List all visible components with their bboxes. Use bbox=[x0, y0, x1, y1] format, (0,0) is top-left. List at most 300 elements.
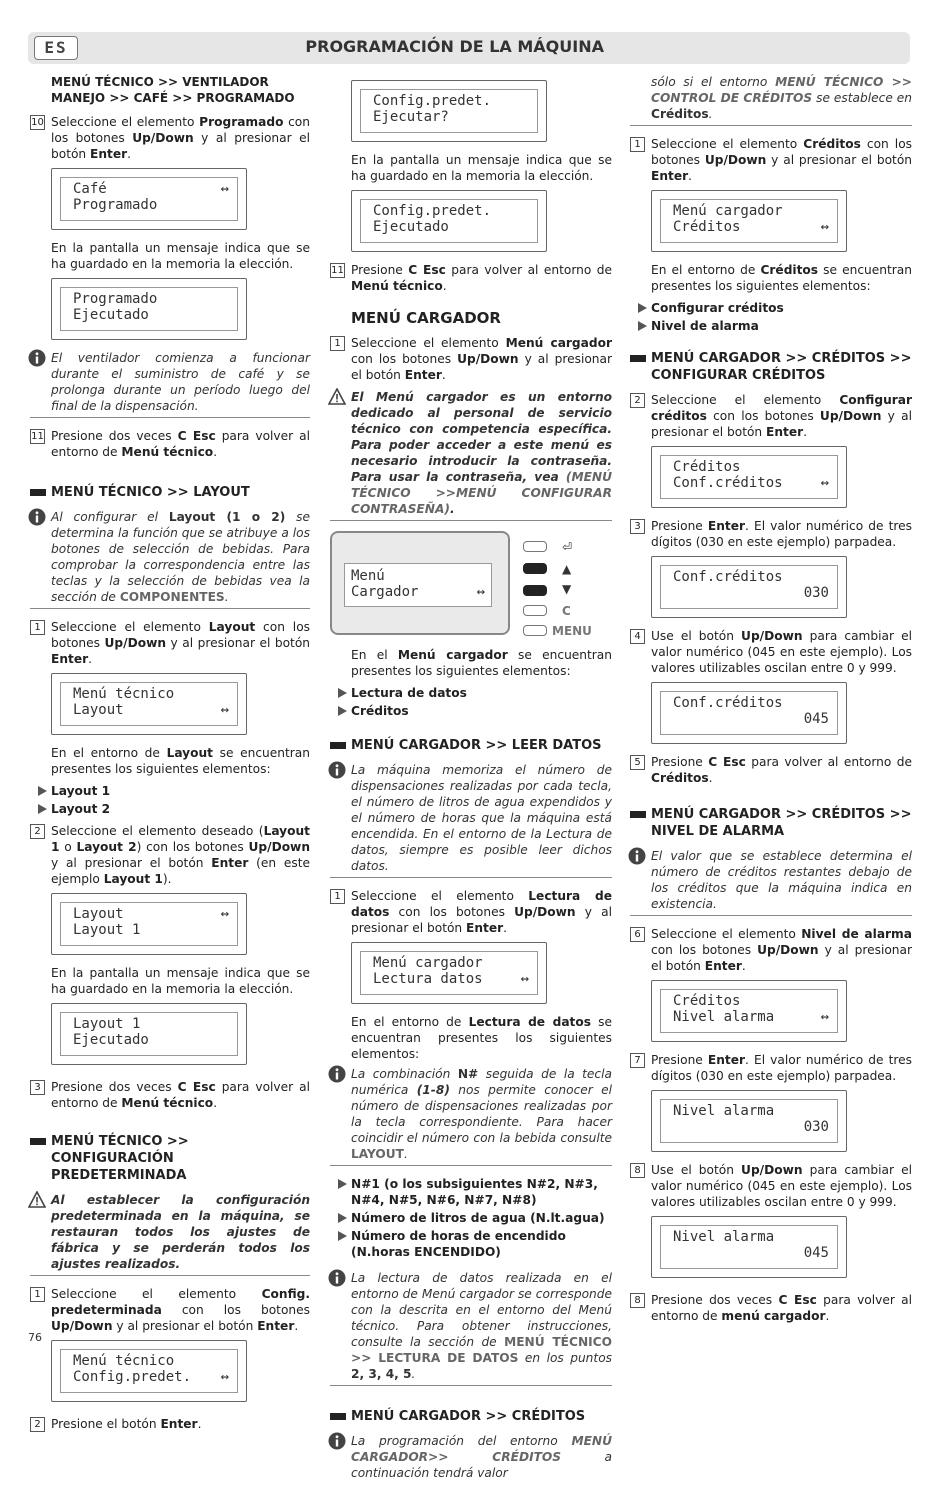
text: . bbox=[197, 1417, 202, 1431]
text: . bbox=[127, 147, 132, 161]
lcd-line-1: Programado bbox=[73, 291, 158, 307]
text: con los botones bbox=[651, 137, 912, 167]
text: Créditos bbox=[760, 263, 819, 277]
text: Presione bbox=[651, 519, 708, 533]
step-number: 11 bbox=[31, 431, 44, 442]
text: . bbox=[442, 279, 447, 293]
lcd-display bbox=[51, 278, 247, 340]
text: Seleccione el elemento bbox=[651, 927, 802, 941]
text: Up/Down bbox=[51, 1319, 113, 1333]
lcd-line-1: Nivel alarma bbox=[673, 1229, 775, 1245]
text: Seleccione el elemento bbox=[351, 336, 506, 350]
step-number: 3 bbox=[30, 1080, 45, 1095]
paragraph: En la pantalla un mensaje indica que se ha guardado en la memoria la elección. bbox=[351, 153, 612, 183]
step-number: 2 bbox=[30, 824, 45, 839]
lcd-line-1: Conf.créditos bbox=[673, 695, 783, 711]
lcd-line-1: Créditos bbox=[673, 993, 741, 1009]
text: Al configurar el bbox=[51, 510, 169, 524]
warning-icon bbox=[28, 1191, 46, 1208]
column-1 bbox=[30, 74, 310, 1438]
lcd-line-2: Ejecutado bbox=[73, 1032, 149, 1048]
info-note bbox=[330, 1270, 612, 1386]
arrows-icon: ↔ bbox=[520, 971, 529, 987]
text: Up/Down bbox=[514, 905, 576, 919]
text: C Esc bbox=[177, 429, 216, 443]
lcd-display bbox=[351, 80, 547, 142]
text: Enter bbox=[466, 921, 504, 935]
info-icon bbox=[28, 508, 46, 526]
section-heading-nivel: MENÚ CARGADOR >> CRÉDITOS >> NIVEL DE ALARMA bbox=[630, 806, 912, 840]
text: Menú cargador bbox=[505, 336, 612, 350]
text: y al presionar el botón bbox=[112, 1319, 258, 1333]
lcd-line-1: Config.predet. bbox=[373, 203, 492, 219]
text: Presione bbox=[651, 1053, 708, 1067]
text: Up/Down bbox=[704, 153, 767, 167]
text: se encuentran presentes los siguientes elementos: bbox=[51, 746, 310, 776]
text: Presione dos veces bbox=[651, 1293, 779, 1307]
arrows-icon: ↔ bbox=[820, 219, 829, 235]
text: para volver al entorno de bbox=[51, 429, 311, 459]
paragraph bbox=[651, 262, 912, 294]
text: para volver al entorno de bbox=[651, 1293, 912, 1323]
text: Layout bbox=[208, 620, 256, 634]
step-3 bbox=[630, 518, 912, 550]
step-1 bbox=[630, 136, 912, 184]
text: . bbox=[688, 169, 692, 183]
text: Enter bbox=[211, 856, 249, 870]
lcd-display bbox=[651, 446, 847, 508]
step-1 bbox=[330, 888, 612, 936]
text: Créditos bbox=[803, 137, 861, 151]
text: . bbox=[294, 1319, 299, 1333]
section-heading-leer: MENÚ CARGADOR >> LEER DATOS bbox=[330, 737, 612, 754]
text: en los puntos bbox=[518, 1351, 612, 1365]
text: . bbox=[404, 1147, 408, 1161]
text: . bbox=[88, 652, 92, 666]
info-icon bbox=[328, 1065, 346, 1083]
lcd-display bbox=[351, 190, 547, 252]
column-2 bbox=[330, 80, 612, 1494]
lcd-line-2: Ejecutado bbox=[73, 307, 149, 323]
info-icon bbox=[328, 1269, 346, 1287]
text: Up/Down bbox=[757, 943, 819, 957]
text: . bbox=[708, 771, 713, 785]
section-heading-layout: MENÚ TÉCNICO >> LAYOUT bbox=[30, 484, 310, 501]
lcd-line-1: Layout bbox=[73, 906, 124, 922]
step-number: 1 bbox=[330, 889, 345, 904]
text: . bbox=[708, 107, 713, 121]
arrows-icon: ↔ bbox=[476, 584, 485, 600]
text: C Esc bbox=[177, 1080, 216, 1094]
text: con los botones bbox=[161, 1303, 310, 1317]
enter-icon: ⏎ bbox=[562, 540, 573, 554]
text: Lectura de datos bbox=[351, 889, 612, 919]
text: . bbox=[411, 1367, 416, 1381]
info-note bbox=[330, 762, 612, 878]
step-3 bbox=[30, 1079, 310, 1111]
lcd-line-2: Créditos bbox=[673, 219, 741, 235]
lcd-display bbox=[351, 942, 547, 1004]
text: Up/Down bbox=[132, 131, 194, 145]
lcd-line-2: Programado bbox=[73, 197, 158, 213]
text: Seleccione el elemento bbox=[351, 889, 529, 903]
step-7 bbox=[630, 1052, 912, 1084]
text: Up/Down bbox=[457, 352, 519, 366]
step-number: 10 bbox=[31, 117, 44, 128]
text: Layout 1 bbox=[51, 824, 310, 854]
info-icon bbox=[328, 1432, 346, 1450]
text: Seleccione el elemento deseado ( bbox=[51, 824, 264, 838]
text: Enter bbox=[51, 652, 89, 666]
step-2 bbox=[30, 823, 310, 887]
text: Presione bbox=[351, 263, 409, 277]
warning-note bbox=[330, 389, 612, 521]
step-1 bbox=[30, 1286, 310, 1334]
step-1 bbox=[330, 335, 612, 383]
info-note bbox=[330, 1433, 612, 1484]
step-5 bbox=[630, 754, 912, 786]
text: En el entorno de bbox=[351, 1015, 469, 1029]
text: C Esc bbox=[778, 1293, 817, 1307]
lcd-line-2: Lectura datos bbox=[373, 971, 483, 987]
text: para cambiar el valor numérico (045 en este ejemplo). Los valores utilizables oscilan entre 0 y 999. bbox=[651, 629, 912, 675]
text: o bbox=[59, 840, 77, 854]
text: Layout 1 bbox=[103, 872, 163, 886]
info-icon bbox=[28, 349, 46, 367]
lcd-display bbox=[51, 1003, 247, 1065]
lcd-display bbox=[651, 980, 847, 1042]
menu-label: MENU bbox=[552, 624, 592, 638]
lcd-display bbox=[651, 1216, 847, 1278]
text: Lectura de datos bbox=[468, 1015, 591, 1029]
text: se determina la función que se atribuye a los botones de selección de bebidas. Para comprobar la correspondencia entre las teclas y la selección de bebidas vea la sección de bbox=[51, 510, 311, 604]
text: Presione bbox=[651, 755, 709, 769]
note-text: El ventilador comienza a funcionar durante el suministro de café y se prolonga durante un período luego del final de la dispensación. bbox=[51, 351, 310, 413]
lcd-line-2: Ejecutado bbox=[373, 219, 449, 235]
panel-frame bbox=[330, 531, 510, 635]
text: Seleccione el elemento bbox=[651, 137, 804, 151]
down-button[interactable] bbox=[523, 585, 547, 596]
text: y al presionar el botón bbox=[351, 905, 612, 935]
warning-icon bbox=[328, 388, 346, 405]
lcd-display bbox=[651, 682, 847, 744]
menu-button[interactable] bbox=[523, 625, 547, 636]
lcd-value: 045 bbox=[803, 1245, 829, 1261]
lcd-display bbox=[651, 190, 847, 252]
text: Up/Down bbox=[248, 840, 310, 854]
enter-button[interactable] bbox=[523, 541, 547, 552]
text: Presione dos veces bbox=[51, 1080, 178, 1094]
text: y al presionar el botón bbox=[51, 131, 310, 161]
info-note bbox=[30, 350, 310, 418]
text: Enter bbox=[257, 1319, 295, 1333]
lcd-line-1: Layout 1 bbox=[73, 1016, 141, 1032]
bullet-item: Layout 1 bbox=[30, 783, 310, 799]
step-number: 2 bbox=[30, 1417, 45, 1432]
text: . bbox=[825, 1309, 830, 1323]
text: ). bbox=[162, 872, 172, 886]
text: Menú técnico bbox=[121, 1096, 214, 1110]
note-text: Al establecer la configuración predeterminada en la máquina, se restauran todos los ajustes de fábrica y se perderán todos los ajustes realizados. bbox=[51, 1193, 310, 1271]
text: 2, 3, 4, 5 bbox=[351, 1367, 412, 1381]
text: sólo si el entorno bbox=[651, 75, 776, 89]
lcd-line-1: Conf.créditos bbox=[673, 569, 783, 585]
lcd-display bbox=[51, 893, 247, 955]
text: Seleccione el elemento bbox=[651, 393, 840, 407]
text: Layout bbox=[166, 746, 213, 760]
step-8-final bbox=[630, 1292, 912, 1324]
lcd-line-2: Ejecutar? bbox=[373, 109, 449, 125]
lcd-value: 045 bbox=[803, 711, 829, 727]
text: se establece en bbox=[812, 91, 913, 105]
page-title: PROGRAMACIÓN DE LA MÁQUINA bbox=[305, 37, 604, 56]
text: Use el botón bbox=[651, 629, 742, 643]
section-heading-cargador: MENÚ CARGADOR bbox=[351, 309, 501, 327]
step-number: 1 bbox=[30, 620, 45, 635]
text: se encuentran presentes los siguientes elementos: bbox=[351, 1015, 612, 1061]
lcd-line-1: Menú cargador bbox=[673, 203, 783, 219]
bullet-item: Lectura de datos bbox=[330, 685, 612, 701]
arrows-icon: ↔ bbox=[220, 181, 229, 197]
up-button[interactable] bbox=[523, 563, 547, 574]
text: Seleccione el elemento bbox=[51, 1287, 262, 1301]
text: . bbox=[441, 368, 446, 382]
text: . El valor numérico de tres dígitos (030 en este ejemplo) parpadea. bbox=[651, 1053, 913, 1083]
arrows-icon: ↔ bbox=[220, 906, 229, 922]
step-number: 1 bbox=[630, 137, 645, 152]
text: Enter bbox=[766, 425, 804, 439]
lcd-display bbox=[51, 1340, 247, 1402]
text: Enter bbox=[704, 959, 742, 973]
text: y al presionar el botón bbox=[766, 153, 912, 167]
arrows-icon: ↔ bbox=[820, 1009, 829, 1025]
lcd-line-1: Menú técnico bbox=[73, 1353, 175, 1369]
lcd-line-1: Menú técnico bbox=[73, 686, 175, 702]
text: se encuentran presentes los siguientes elementos: bbox=[351, 648, 613, 678]
arrows-icon: ↔ bbox=[220, 702, 229, 718]
text: y al presionar el botón bbox=[351, 352, 613, 382]
step-1 bbox=[30, 619, 310, 667]
text: La combinación bbox=[351, 1067, 458, 1081]
text: Programado bbox=[199, 115, 284, 129]
text: . El valor numérico de tres dígitos (030 en este ejemplo) parpadea. bbox=[651, 519, 913, 549]
text: COMPONENTES bbox=[119, 590, 225, 604]
step-11 bbox=[30, 428, 310, 460]
bullet-item: Layout 2 bbox=[30, 801, 310, 817]
info-note bbox=[330, 1066, 612, 1166]
lcd-line-2: Layout bbox=[73, 702, 124, 718]
text: Use el botón bbox=[651, 1163, 742, 1177]
step-number: 1 bbox=[330, 336, 345, 351]
step-11 bbox=[330, 262, 612, 294]
text: Seleccione el elemento bbox=[51, 115, 200, 129]
text: Enter bbox=[90, 147, 128, 161]
lcd-value: 030 bbox=[803, 585, 829, 601]
step-number: 7 bbox=[630, 1053, 645, 1068]
text: . bbox=[741, 959, 746, 973]
text: En el entorno de bbox=[51, 746, 167, 760]
lcd-display bbox=[651, 556, 847, 618]
text: Up/Down bbox=[819, 409, 882, 423]
text: La programación del entorno bbox=[351, 1434, 572, 1448]
lcd-line-2: Nivel alarma bbox=[673, 1009, 775, 1025]
panel-display bbox=[344, 563, 492, 607]
text: Up/Down bbox=[741, 629, 803, 643]
paragraph: En la pantalla un mensaje indica que se ha guardado en la memoria la elección. bbox=[51, 241, 310, 271]
text: N# bbox=[457, 1067, 479, 1081]
text: Menú técnico bbox=[351, 279, 443, 293]
text: Enter bbox=[404, 368, 442, 382]
text: . bbox=[449, 502, 455, 516]
bullet-item: Nivel de alarma bbox=[630, 318, 912, 334]
text: MENÚ TÉCNICO >> LECTURA DE DATOS bbox=[351, 1335, 612, 1365]
text: Up/Down bbox=[104, 636, 167, 650]
step-number: 2 bbox=[630, 393, 645, 408]
text: Enter bbox=[707, 519, 746, 533]
text: Presione el botón bbox=[51, 1417, 161, 1431]
text: para volver al entorno de bbox=[51, 1080, 311, 1110]
text: Configurar créditos bbox=[651, 393, 912, 423]
bullet-item: Créditos bbox=[330, 703, 612, 719]
step-6 bbox=[630, 926, 912, 974]
text: Layout (1 o 2) bbox=[168, 510, 286, 524]
lcd-line-2: Conf.créditos bbox=[673, 475, 783, 491]
text: MENÚ CARGADOR>> CRÉDITOS bbox=[351, 1434, 612, 1464]
text: para cambiar el valor numérico (045 en este ejemplo). Los valores utilizables oscilan entre 0 y 999. bbox=[651, 1163, 912, 1209]
c-label: C bbox=[562, 604, 571, 618]
section-heading-config: MENÚ TÉCNICO >> CONFIGURACIÓN PREDETERMINADA bbox=[30, 1133, 310, 1184]
text: Créditos bbox=[651, 771, 709, 785]
lcd-display bbox=[51, 673, 247, 735]
info-note-continued bbox=[630, 74, 912, 126]
text: Menú técnico bbox=[121, 445, 214, 459]
page-number: 76 bbox=[28, 1331, 42, 1344]
text: (MENÚ TÉCNICO >>MENÚ CONFIGURAR CONTRASEÑA) bbox=[351, 470, 612, 516]
text: Menú cargador bbox=[397, 648, 508, 662]
down-arrow-icon: ▼ bbox=[562, 582, 572, 596]
language-badge: ES bbox=[34, 36, 78, 60]
step-2 bbox=[630, 392, 912, 440]
lcd-value: 030 bbox=[803, 1119, 829, 1135]
text: seguida de la tecla numérica bbox=[351, 1067, 612, 1097]
text: Enter bbox=[160, 1417, 198, 1431]
text: Nivel de alarma bbox=[801, 927, 912, 941]
step-number: 8 bbox=[630, 1293, 645, 1308]
text: (en este ejemplo bbox=[51, 856, 310, 886]
text: . bbox=[213, 1096, 218, 1110]
step-number: 3 bbox=[630, 519, 645, 534]
text: LAYOUT bbox=[351, 1147, 404, 1161]
up-arrow-icon: ▲ bbox=[562, 562, 572, 576]
paragraph bbox=[351, 1014, 612, 1062]
text: y al presionar el botón bbox=[51, 856, 212, 870]
note-text: La máquina memoriza el número de dispensaciones realizadas por cada tecla, el número de litros de agua expendidos y el número de horas que la máquina está encendida. En el entorno de la Lectura de datos, siempre es posible leer dichos datos. bbox=[351, 763, 612, 873]
bullet-item: N#1 (o los subsiguientes N#2, N#3, N#4, N#5, N#6, N#7, N#8) bbox=[330, 1176, 612, 1208]
text: menú cargador bbox=[721, 1309, 826, 1323]
step-10 bbox=[30, 114, 310, 162]
paragraph bbox=[351, 647, 612, 679]
step-number: 11 bbox=[331, 265, 344, 276]
arrows-icon: ↔ bbox=[820, 475, 829, 491]
text: Enter bbox=[651, 169, 689, 183]
lcd-display bbox=[51, 168, 247, 230]
section-heading-configurar: MENÚ CARGADOR >> CRÉDITOS >> CONFIGURAR CRÉDITOS bbox=[630, 350, 912, 384]
text: Up/Down bbox=[741, 1163, 803, 1177]
step-8 bbox=[630, 1162, 912, 1210]
lcd-line-1: Créditos bbox=[673, 459, 741, 475]
text: MENÚ TÉCNICO >> CONTROL DE CRÉDITOS bbox=[651, 75, 912, 105]
c-esc-button[interactable] bbox=[523, 605, 547, 616]
lcd-line-1: Config.predet. bbox=[373, 93, 492, 109]
warning-note bbox=[30, 1192, 310, 1276]
text: Layout 2 bbox=[76, 840, 137, 854]
text: a continuación tendrá valor bbox=[351, 1450, 613, 1480]
text: y al presionar el botón bbox=[651, 409, 912, 439]
text: Enter bbox=[707, 1053, 746, 1067]
text: (1-8) bbox=[416, 1083, 450, 1097]
text: y al presionar el botón bbox=[651, 943, 913, 973]
page-header bbox=[28, 32, 910, 64]
step-4 bbox=[630, 628, 912, 676]
step-number: 4 bbox=[630, 629, 645, 644]
paragraph: En la pantalla un mensaje indica que se ha guardado en la memoria la elección. bbox=[51, 966, 310, 996]
lcd-line-2: Cargador bbox=[351, 584, 419, 600]
lcd-line-1: Café bbox=[73, 181, 107, 197]
lcd-line-1: Menú bbox=[351, 568, 385, 584]
section-heading-creditos: MENÚ CARGADOR >> CRÉDITOS bbox=[330, 1408, 612, 1425]
step-2 bbox=[30, 1416, 310, 1432]
column-3 bbox=[630, 74, 912, 1330]
text: y al presionar el botón bbox=[166, 636, 310, 650]
text: con los botones bbox=[51, 115, 310, 145]
text: . bbox=[803, 425, 808, 439]
text: Seleccione el elemento bbox=[51, 620, 209, 634]
info-icon bbox=[328, 761, 346, 779]
text: nos permite conocer el número de dispensaciones realizadas por la tecla correspondiente. Para hacer coincidir el número con la bebida consulte bbox=[351, 1083, 612, 1145]
bullet-item: Número de horas de encendido (N.horas ENCENDIDO) bbox=[330, 1228, 612, 1260]
note-text: El valor que se establece determina el número de créditos restantes debajo de los créditos que la máquina indica en existencia. bbox=[651, 849, 912, 911]
text: con los botones bbox=[51, 620, 310, 650]
text: con los botones bbox=[651, 943, 758, 957]
step-number: 1 bbox=[30, 1287, 45, 1302]
bullet-item: Configurar créditos bbox=[630, 300, 912, 316]
text: El Menú cargador es un entorno dedicado al personal de servicio técnico con competencia específica. Para poder acceder a este menú es necesario introducir la contraseña. Para usar la contraseña, vea bbox=[351, 390, 612, 484]
text: En el bbox=[351, 648, 398, 662]
step-number: 6 bbox=[630, 927, 645, 942]
text: C Esc bbox=[708, 755, 746, 769]
text: C Esc bbox=[408, 263, 446, 277]
info-icon bbox=[628, 847, 646, 865]
text: Créditos bbox=[651, 107, 709, 121]
text: En el entorno de bbox=[651, 263, 761, 277]
text: . bbox=[503, 921, 508, 935]
text: para volver al entorno de bbox=[445, 263, 612, 277]
bullet-item: Número de litros de agua (N.lt.agua) bbox=[330, 1210, 612, 1226]
text: Config. predeterminada bbox=[51, 1287, 310, 1317]
text: para volver al entorno de bbox=[745, 755, 912, 769]
arrows-icon: ↔ bbox=[220, 1369, 229, 1385]
text: se encuentran presentes los siguientes elementos: bbox=[651, 263, 912, 293]
text: . bbox=[224, 590, 229, 604]
text: Presione dos veces bbox=[51, 429, 178, 443]
info-note bbox=[30, 509, 310, 609]
step-number: 5 bbox=[630, 755, 645, 770]
text: con los botones bbox=[351, 352, 458, 366]
lcd-line-1: Menú cargador bbox=[373, 955, 483, 971]
text: . bbox=[213, 445, 218, 459]
section-heading-ventilador: MENÚ TÉCNICO >> VENTILADOR MANEJO >> CAFÉ >> PROGRAMADO bbox=[51, 75, 295, 105]
lcd-line-2: Layout 1 bbox=[73, 922, 141, 938]
